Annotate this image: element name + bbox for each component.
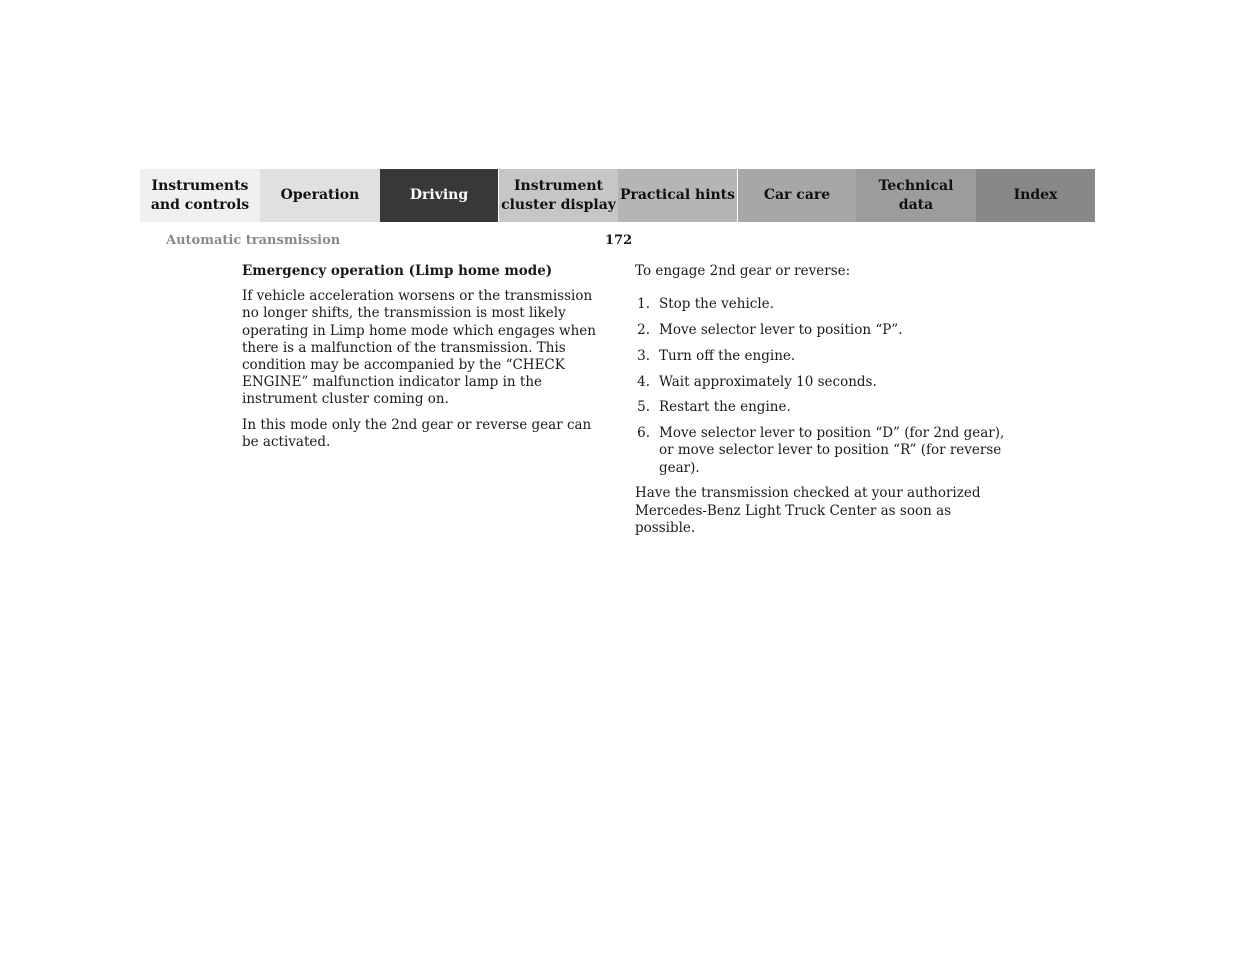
step-number: 1.	[637, 296, 650, 313]
list-item	[635, 399, 1007, 416]
step-number: 2.	[637, 322, 650, 338]
tab-instruments-and-controls[interactable]: Instruments and controls	[140, 169, 260, 222]
right-column	[635, 263, 1007, 545]
step-text: Stop the vehicle.	[659, 296, 774, 313]
tab-car-care[interactable]: Car care	[737, 169, 856, 222]
list-item	[635, 296, 1007, 313]
step-text: Wait approximately 10 seconds.	[659, 373, 877, 390]
left-column	[242, 263, 604, 459]
tab-technical-data[interactable]: Technical data	[856, 169, 976, 222]
step-text: Restart the engine.	[659, 399, 791, 416]
step-number: 4.	[637, 373, 650, 390]
step-text: Move selector lever to position “D” (for 2nd gear), or move selector lever to position “R” (for reverse gear).	[659, 425, 1005, 476]
step-text: Turn off the engine.	[659, 347, 796, 364]
tab-operation[interactable]: Operation	[260, 169, 380, 222]
chapter-tabs	[140, 169, 1095, 222]
tab-practical-hints[interactable]: Practical hints	[618, 169, 737, 222]
step-number: 6.	[637, 425, 650, 442]
list-item	[635, 322, 1007, 339]
list-item	[635, 374, 1007, 391]
list-item	[635, 348, 1007, 365]
limp-home-gears-note: In this mode only the 2nd gear or reverse gear can be activated.	[242, 416, 592, 450]
tab-index[interactable]: Index	[976, 169, 1095, 222]
step-number: 3.	[637, 347, 650, 364]
step-number: 5.	[637, 399, 650, 416]
steps-list	[635, 296, 1007, 477]
section-title: Automatic transmission	[166, 233, 341, 248]
steps-intro: To engage 2nd gear or reverse:	[635, 263, 851, 279]
step-text: Move selector lever to position “P”.	[659, 322, 903, 338]
list-item	[635, 425, 1007, 477]
limp-home-description: If vehicle acceleration worsens or the transmission no longer shifts, the transmission is most likely operating in Limp home mode which engages when there is a malfunction of the transmission. This condition may be accompanied by the “CHECK ENGINE” malfunction indicator lamp in the instrument cluster coming on.	[242, 288, 596, 408]
service-recommendation: Have the transmission checked at your authorized Mercedes-Benz Light Truck Center as soon as possible.	[635, 485, 981, 536]
emergency-operation-heading: Emergency operation (Limp home mode)	[242, 263, 553, 279]
tab-driving[interactable]: Driving	[380, 169, 498, 222]
tab-instrument-cluster-display[interactable]: Instrument cluster display	[498, 169, 618, 222]
page-number: 172	[605, 233, 633, 248]
